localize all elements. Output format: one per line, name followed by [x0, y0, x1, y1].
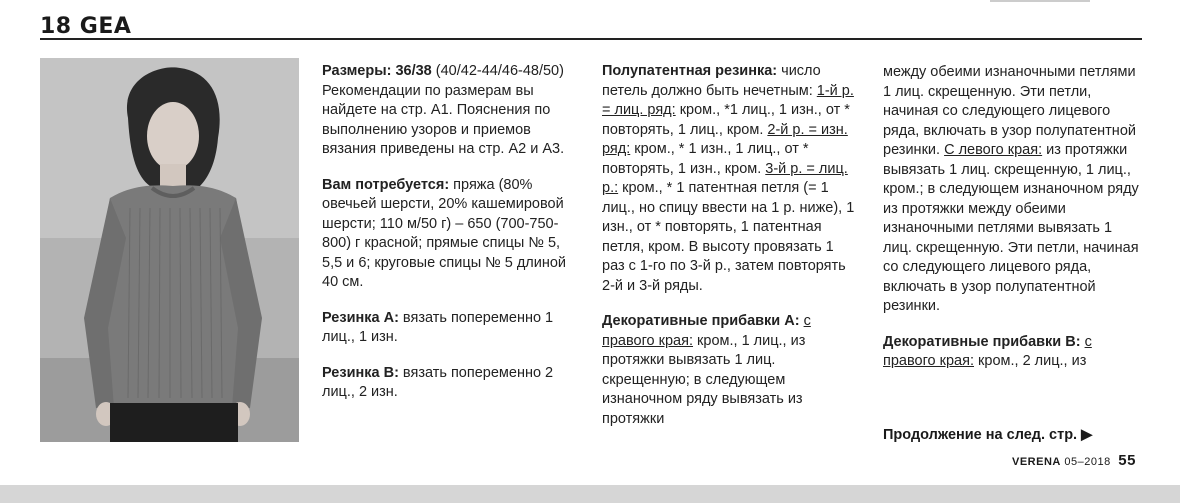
half-fisherman-rib-block	[602, 62, 860, 296]
column-increases	[883, 63, 1141, 388]
rib-b-text: вязать попеременно 2 лиц., 2 изн.	[322, 364, 554, 400]
sizes-text: Рекомендации по размерам вы найдете на стр. А1. Пояснения по выполнению узоров и приемов вязания приведены на стр. А2 и А3.	[322, 82, 565, 157]
model-title: 18 GEA	[40, 14, 132, 39]
decorative-inc-a-block	[602, 312, 860, 429]
left-edge-label: С левого края:	[944, 142, 1043, 158]
inc-a-continued-block	[883, 63, 1141, 317]
dec-inc-a-text: кром., 1 лиц., из протяжки вывязать 1 лиц. скрещенную; в следующем изнаночном ряду вывязать из протяжки	[602, 332, 806, 427]
half-rib-text-2: кром., *1 лиц., 1 изн., от * повторять, 1 лиц., кром.	[602, 102, 850, 138]
sizes-label: Размеры: 36/38	[322, 63, 432, 79]
model-photo	[40, 58, 299, 442]
sizes-values: (40/42-44/46-48/50)	[431, 63, 564, 79]
bottom-scan-edge	[0, 485, 1180, 503]
continued-next-page: Продолжение на след. стр. ▶	[883, 427, 1093, 443]
half-rib-text-4: кром., * 1 патентная петля (= 1 лиц., но спицу ввести на 1 р. ниже), 1 изн., от * повторять, 1 патентная петля, кром. В высоту провязать 1 раз с 1-го по 3-й р., затем повторять 2-й и 3-й ряды.	[602, 180, 855, 294]
dec-inc-b-text: кром., 2 лиц., из	[974, 353, 1087, 369]
dec-inc-a-right-edge: с правого края:	[602, 313, 811, 349]
column-patterns	[602, 62, 860, 445]
row3-label: 3-й р. = лиц. р.:	[602, 160, 848, 196]
inc-a-cont-text-1: между обеими изнаночными петлями 1 лиц. скрещенную. Эти петли, начиная со следующего лицевого ряда, включать в узор полупатентной резинки.	[883, 64, 1136, 158]
rib-b-label: Резинка В:	[322, 364, 399, 381]
inc-a-cont-text-2: из протяжки вывязать 1 лиц. скрещенную, 1 лиц., кром.; в следующем изнаночном ряду из протяжки между обеими изнаночными петлями вывязать 1 лиц. скрещенную. Эти петли, начиная со следующего лицевого ряда, включать в узор полупатентной резинки.	[883, 142, 1139, 314]
row2-label: 2-й р. = изн. ряд:	[602, 121, 848, 157]
rib-a-text: вязать попеременно 1 лиц., 1 изн.	[322, 309, 554, 345]
issue-number: 05–2018	[1064, 456, 1111, 468]
rib-a-label: Резинка А:	[322, 309, 399, 326]
materials-block	[322, 176, 580, 293]
half-rib-label: Полупатентная резинка:	[602, 63, 778, 79]
sizes-block	[322, 62, 580, 160]
half-rib-text-1: число петель должно быть нечетным:	[602, 63, 821, 99]
page-footer	[1012, 452, 1136, 469]
row1-label: 1-й р. = лиц. ряд:	[602, 82, 854, 118]
page-header	[40, 10, 1142, 40]
rib-a-block	[322, 309, 580, 348]
woman-sweater-image	[40, 58, 299, 442]
dec-inc-b-label: Декоративные прибавки В:	[883, 333, 1081, 350]
page-number: 55	[1118, 452, 1136, 469]
dec-inc-b-right-edge: с правого края:	[883, 333, 1092, 369]
dec-inc-a-label: Декоративные прибавки А:	[602, 313, 800, 329]
decorative-inc-b-block	[883, 333, 1141, 372]
half-rib-text-3: кром., * 1 изн., 1 лиц., от * повторять, 1 изн., кром.	[602, 141, 809, 177]
materials-label: Вам потребуется:	[322, 176, 450, 193]
column-sizes-materials	[322, 62, 580, 419]
top-edge-mark	[990, 0, 1090, 5]
magazine-brand: VERENA	[1012, 456, 1061, 468]
rib-b-block	[322, 364, 580, 403]
materials-text: пряжа (80% овечьей шерсти, 20% кашемировой шерсти; 110 м/50 г) – 650 (700-750-800) г красной; прямые спицы № 5, 5,5 и 6; круговые спицы № 5 длиной 40 см.	[322, 176, 567, 290]
